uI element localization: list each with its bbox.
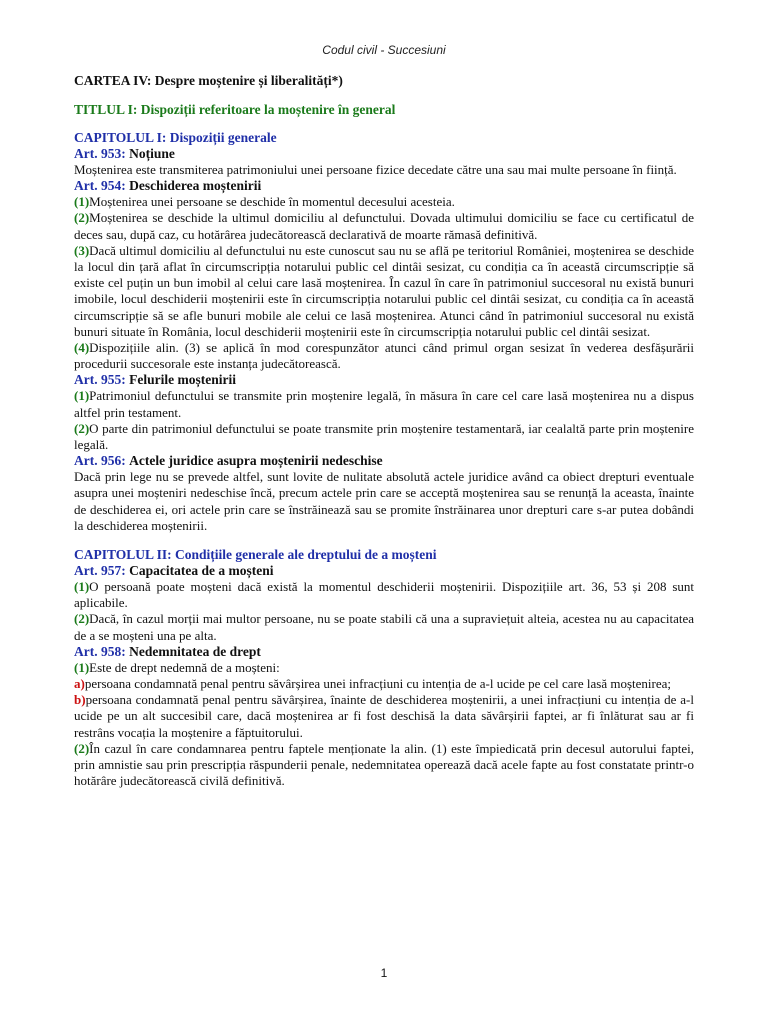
article-953-text: Moștenirea este transmiterea patrimoniului unei persoane fizice decedate către una sau mai multe persoane în ființă. (74, 162, 677, 177)
chapter-1-heading: CAPITOLUL I: Dispoziții generale (74, 130, 277, 145)
article-title: Deschiderea moștenirii (129, 178, 262, 194)
paragraph-text: Dacă ultimul domiciliu al defunctului nu este cunoscut sau nu se află pe teritoriul României, moștenirea se deschide la locul din țară aflat în circumscripția notarului public cel dintâi sesizat, cu condiția ca în această circumscripție să existe cel puțin un bun imobil al celui care lasă moștenirea. În cazul în care în patrimoniul succesoral nu există bunuri imobile, locul deschiderii moștenirii este în circumscripția notarului public cel dintâi sesizat, cu condiția ca în această circumscripție să se afle bunuri mobile ale celui ce lasă moștenirea. Atunci când în patrimoniul succesoral nu există bunuri situate în România, locul deschiderii moștenirii este în circumscripția notarului public cel dintâi sesizat. (74, 242, 694, 339)
paragraph-text: Moștenirea se deschide la ultimul domiciliu al defunctului. Dovada ultimului domiciliu se face cu certificatul de deces sau, după caz, cu hotărârea judecătorească declarativă de moarte rămasă definitivă. (74, 210, 694, 242)
article-title: Actele juridice asupra moștenirii nedeschise (129, 453, 383, 469)
paragraph-text: O persoană poate moșteni dacă există la momentul deschiderii moștenirii. Dispozițiile art. 36, 53 și 208 sunt aplicabile. (74, 579, 694, 611)
paragraph (74, 741, 694, 790)
article-955-heading (74, 372, 694, 388)
list-item-text: persoana condamnată penal pentru săvârșirea unei infracțiuni cu intenția de a-l ucide pe cel care lasă moștenirea; (84, 676, 672, 692)
article-number: Art. 955: (74, 372, 126, 388)
paragraph-marker: (2) (74, 611, 90, 627)
article-956-text: Dacă prin lege nu se prevede altfel, sunt lovite de nulitate absolută actele juridice având ca obiect drepturi eventuale asupra unei moșteniri nedeschise încă, precum actele prin care se acceptă moștenirea sau se renunță la aceasta, înainte de deschiderea ei, ori actele prin care se înstrăinează sau se promite înstrăinarea unor drepturi care s-ar putea dobândi la deschiderea moștenirii. (74, 469, 694, 533)
paragraph-text: Patrimoniul defunctului se transmite prin moștenire legală, în măsura în care cel care lasă moștenirea nu a dispus altfel prin testament. (74, 388, 694, 420)
paragraph (74, 340, 694, 372)
paragraph-text: O parte din patrimoniul defunctului se poate transmite prin moștenire testamentară, iar cealaltă parte prin moștenire legală. (74, 420, 694, 453)
article-number: Art. 957: (74, 563, 126, 579)
paragraph (74, 388, 694, 420)
paragraph-text: Dispozițiile alin. (3) se aplică în mod corespunzător atunci când primul organ sesizat în vederea desfășurării procedurii succesorale este instanța judecătorească. (74, 340, 694, 372)
page-number: 1 (380, 966, 388, 980)
paragraph (74, 611, 694, 643)
paragraph (74, 660, 694, 676)
paragraph-marker: (1) (74, 388, 90, 404)
article-956-heading (74, 453, 694, 469)
article-title: Nedemnitatea de drept (129, 643, 261, 659)
title-heading: TITLUL I: Dispoziții referitoare la moștenire în general (74, 102, 396, 117)
paragraph-marker: (2) (74, 740, 90, 756)
article-954-heading (74, 178, 694, 194)
article-number: Art. 958: (74, 643, 126, 659)
article-number: Art. 953: (74, 146, 126, 161)
list-item (74, 692, 694, 741)
paragraph (74, 210, 694, 242)
paragraph-marker: (1) (74, 579, 90, 595)
document-body (74, 72, 694, 790)
paragraph (74, 194, 694, 210)
article-title: Noțiune (129, 146, 175, 161)
list-item-text: persoana condamnată penal pentru săvârșirea, înainte de deschiderea moștenirii, a unei infracțiuni cu intenția de a-l ucide pe un alt succesibil care, dacă moștenirea ar fi fost deschisă la data săvârșirii faptei, ar fi înlăturat sau ar fi restrâns vocația la moștenire a făptuitorului. (74, 692, 694, 740)
chapter-2-heading: CAPITOLUL II: Condițiile generale ale dreptului de a moșteni (74, 547, 437, 563)
article-number: Art. 956: (74, 453, 126, 469)
paragraph-text: Este de drept nedemnă de a moșteni: (89, 659, 280, 675)
paragraph (74, 243, 694, 340)
article-number: Art. 954: (74, 178, 126, 194)
article-953-heading (74, 146, 694, 162)
paragraph-marker: (1) (74, 659, 90, 675)
running-header: Codul civil - Succesiuni (322, 43, 446, 57)
article-title: Felurile moștenirii (129, 372, 236, 388)
paragraph (74, 421, 694, 453)
paragraph-marker: (4) (74, 340, 90, 356)
article-958-heading (74, 644, 694, 660)
paragraph (74, 579, 694, 611)
paragraph-marker: (2) (74, 420, 90, 436)
article-title: Capacitatea de a moșteni (129, 563, 274, 579)
letter-marker: b) (74, 692, 86, 708)
article-957-heading (74, 563, 694, 579)
letter-marker: a) (74, 676, 85, 692)
paragraph-text: Moștenirea unei persoane se deschide în momentul decesului acesteia. (89, 194, 455, 210)
paragraph-text: În cazul în care condamnarea pentru faptele menționate la alin. (1) este împiedicată prin decesul autorului faptei, prin amnistie sau prin prescripția răspunderii penale, nedemnitatea operează dacă acele fapte au fost constatate printr-o hotărâre judecătorească civilă definitivă. (74, 740, 694, 789)
paragraph-marker: (2) (74, 210, 90, 226)
list-item (74, 676, 694, 692)
paragraph-text: Dacă, în cazul morții mai multor persoane, nu se poate stabili că una a supraviețuit alteia, acestea nu au capacitatea de a se moșteni una pe alta. (74, 611, 694, 643)
paragraph-marker: (1) (74, 194, 90, 210)
book-heading: CARTEA IV: Despre moștenire și liberalități*) (74, 73, 343, 88)
paragraph-marker: (3) (74, 242, 90, 258)
